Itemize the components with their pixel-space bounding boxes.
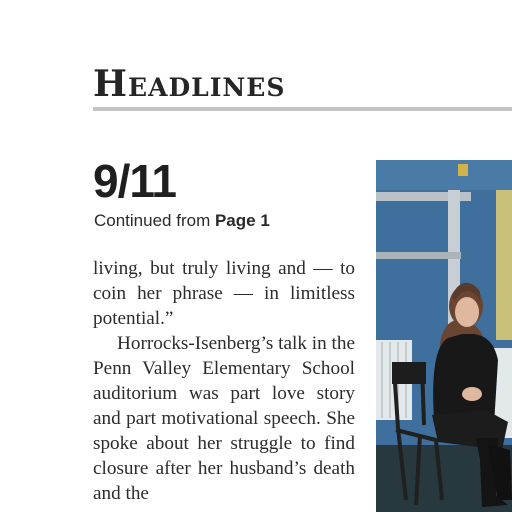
continued-from-label: Continued from <box>94 211 211 230</box>
paragraph-1: living, but truly living and — to coin her phrase — in limitless potential.” <box>93 258 355 329</box>
photo-face <box>455 297 479 327</box>
photo-illustration <box>376 160 512 512</box>
section-divider <box>93 107 512 111</box>
photo-wall-upper <box>376 160 512 190</box>
article-body <box>93 256 355 506</box>
photo-pipe-lower <box>376 252 461 259</box>
photo-fixture <box>458 164 468 176</box>
section-header: Headlines <box>93 63 286 105</box>
article-headline: 9/11 <box>93 155 176 207</box>
continued-page-ref: Page 1 <box>214 211 270 230</box>
paragraph-2: Horrocks-Isenberg’s talk in the Penn Valley Elementary School auditorium was part love story and part motivational speech. She spoke about her struggle to find closure after her husband’s death and the <box>93 333 355 504</box>
photo-chair-back <box>392 362 426 384</box>
photo-hands <box>462 387 482 401</box>
article-photo <box>376 160 512 512</box>
continued-from-line <box>94 211 270 231</box>
